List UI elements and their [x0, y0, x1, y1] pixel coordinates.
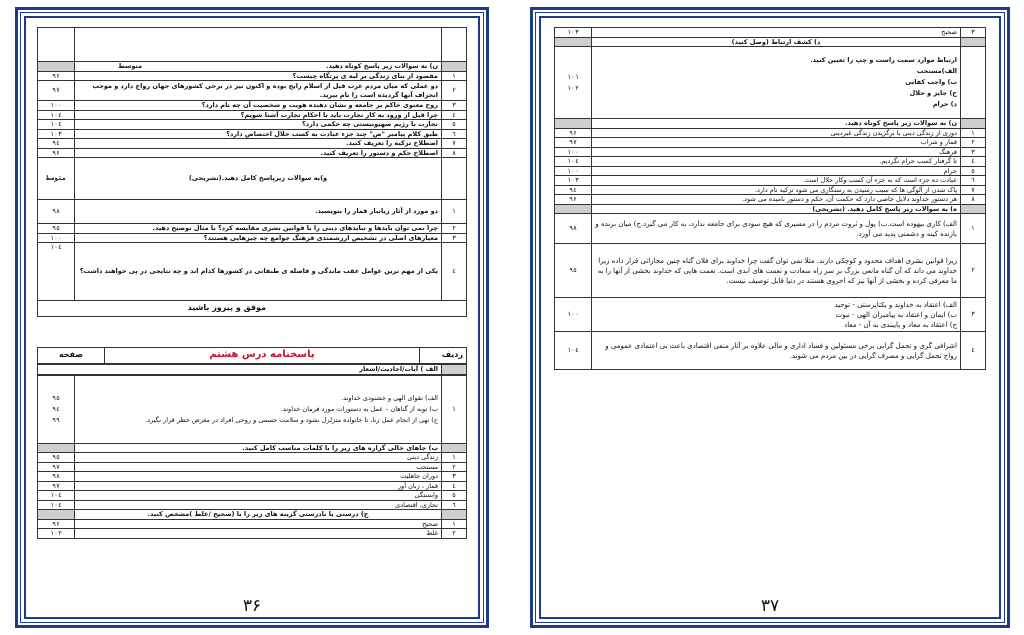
page-ref: ۹۶: [555, 195, 592, 205]
section-d-content: [592, 47, 961, 119]
row-number: ١: [442, 71, 467, 81]
row-number: ١: [961, 128, 986, 138]
page-number: ۳۶: [242, 596, 262, 616]
blank-cell: [961, 37, 986, 47]
answer-line: ب) توبه از گناهان – عمل به دستورات مورد فرمان خداوند.: [280, 404, 438, 413]
page-ref: ١٠٣: [38, 129, 75, 139]
page-number: ۳۷: [760, 596, 780, 616]
section-d-pages: [555, 47, 592, 119]
answer-sheet-table: [37, 347, 467, 539]
row-number: ٦: [961, 176, 986, 186]
answer-text: غلط: [75, 529, 442, 539]
page-ref: ١٠٣: [555, 176, 592, 186]
row-number: ٢: [961, 244, 986, 298]
page-ref: ۹٥: [38, 224, 75, 234]
answers-table-right: [554, 27, 986, 370]
blank-cell: [38, 443, 75, 453]
row-number: ٦: [442, 500, 467, 510]
answer-text: صحیح: [592, 28, 961, 38]
section-a-title: الف ) آیات/احادیث/اشعار: [38, 365, 442, 375]
page-ref: ۹٧: [38, 462, 75, 472]
answer-text: صحیح: [75, 519, 442, 529]
page-ref: ١٠٣: [555, 28, 592, 38]
row-number: ٣: [961, 28, 986, 38]
question-text: اصطلاح حکم و دستور را تعریف کنید.: [75, 148, 442, 158]
question-text: دو عملی که میان مردم عرب قبل از اسلام رایج بوده و اکنون نیز در برخی کشورهای جهان رواج دارد و موجب انحراف آنها گردیده است را نام ببرید.: [75, 81, 442, 101]
section-h-title: ه) به سوالات زیر پاسخ کامل دهید. (تشریحی): [592, 204, 961, 214]
page-ref: ١٠١: [567, 72, 579, 81]
question-text: اصطلاح تزکیه را تعریف کنید.: [75, 139, 442, 149]
answer-text: زیرا قوانین بشری اهداف محدود و کوچکی دارند. مثلا نمی توان گفت چرا خداوند برای فلان گناه چنین مجازاتی قرار داده زیرا خداوند می داند که آن گناه مانعی بزرگ بر سر راه سعادت و نعمت های ابدی است. نعمت هایی که خداوند بخشی از آنها را به ما معرفی کرده و بخشی از آنها نیز که اخروی هستند در دنیا قابل توصیف نیست.: [592, 244, 961, 298]
answer-text: حرام: [592, 166, 961, 176]
match-item: ب) واجب کفایی: [905, 78, 957, 86]
section-header: [75, 62, 442, 72]
page-ref: ١٠٤: [38, 120, 75, 130]
answer-line: الف) تقوای الهی و خشنودی خداوند.: [341, 393, 438, 402]
page-ref: ١٠٤: [555, 332, 592, 370]
page-ref: ۹٨: [38, 472, 75, 482]
row-number: ٥: [442, 491, 467, 501]
page-ref: ۹۷: [38, 81, 75, 101]
row-number: ٣: [961, 147, 986, 157]
answer-text: مستحب: [75, 462, 442, 472]
blank-cell: [442, 443, 467, 453]
answer-text: الف) کاری بیهوده است.ب) پول و ثروت مردم را در مسیری که هیچ سودی برای جامعه ندارد، به کار می گیرد.ج) میان برنده و بازنده کینه و دشمنی پدید می آورد.: [592, 214, 961, 244]
page-ref: ۹۹: [52, 415, 60, 424]
row-number: ٦: [442, 129, 467, 139]
row-number: ٣: [961, 298, 986, 332]
blank-cell: [442, 28, 467, 62]
section-d-title: د) کشف ارتباط (وصل کنید): [592, 37, 961, 47]
blank-cell: [442, 510, 467, 520]
blank-cell: [961, 47, 986, 119]
answer-text: پاک شدن از آلوگی ها که سبب رسیدن به رستگاری می شود تزکیه نام دارد.: [592, 185, 961, 195]
section-n-title: ن) به سوالات زیر پاسخ کوتاه دهید.: [592, 119, 961, 129]
row-number: ٢: [442, 224, 467, 234]
answer-text: هر دستور خداوند دلایل خاصی دارد که حکمت آن، حکم و دستور نامیده می شود.: [592, 195, 961, 205]
blank-cell: [555, 119, 592, 129]
section-heading: ن) به سوالات زیر پاسخ کوتاه دهید.: [325, 62, 438, 70]
blank-cell: [961, 204, 986, 214]
page-ref: ١٠٤: [555, 157, 592, 167]
page-ref: ١٠٤: [38, 491, 75, 501]
answer-text: دوران جاهلیت: [75, 472, 442, 482]
level-label: متوسط: [38, 158, 75, 200]
page-ref: ۹۶: [555, 128, 592, 138]
answer-text: فرهنگ: [592, 147, 961, 157]
page-ref: ١٠٠: [555, 147, 592, 157]
row-number: ٢: [442, 81, 467, 101]
page-ref: ۹٨: [555, 214, 592, 244]
row-number: ٣: [442, 472, 467, 482]
blank-cell: [38, 510, 75, 520]
row-number: ٢: [442, 462, 467, 472]
page-ref: ۹۶: [38, 148, 75, 158]
row-number: ٤: [442, 481, 467, 491]
question-text: یکی از مهم ترین عوامل عقب ماندگی و فاصله ی طبقاتی در کشورها کدام اند و چه نتایجی در پی خواهند داشت؟: [75, 243, 442, 301]
level-label: متوسط: [118, 62, 143, 70]
answer-text: زندگی دینی: [75, 453, 442, 463]
section-a-answers: [75, 375, 442, 443]
page-ref: ١٠٢: [38, 529, 75, 539]
row-number: ٨: [442, 148, 467, 158]
page-ref: ۹۶: [38, 519, 75, 529]
answer-text: الف) اعتقاد به خداوند و یکتاپرستی - توحید ب) ایمان و اعتقاد به پیامبران الهی - نبوت ج) اعتقاد به معاد و پایبندی به آن - معاد: [592, 298, 961, 332]
row-number: ٧: [961, 185, 986, 195]
question-text: معیارهای اصلی در تشخیص ارزشمندی فرهنگ جوامع چه چیزهایی هستند؟: [75, 233, 442, 243]
page-ref: ١٠٠: [38, 233, 75, 243]
answer-text: قمار ، زبان آور: [75, 481, 442, 491]
row-number: ٨: [961, 195, 986, 205]
page-ref: ۹٥: [555, 244, 592, 298]
row-number: ٤: [961, 157, 986, 167]
row-number: ٢: [961, 138, 986, 148]
page-ref: ۹٤: [38, 139, 75, 149]
page-ref: ۹٧: [38, 481, 75, 491]
page-ref: ١٠٢: [567, 83, 579, 92]
blank-cell: [38, 28, 75, 62]
question-text: دو مورد از آثار زیانبار قمار را بنویسید.: [75, 200, 442, 224]
blank-cell: [442, 365, 467, 375]
question-text: چرا نمی توان بایدها و نبایدهای دینی را با قوانین بشری مقایسه کرد؟ با مثال توضیح دهید.: [75, 224, 442, 234]
closing-text: موفق و پیروز باشید: [38, 301, 467, 317]
column-header-radif: ردیف: [420, 348, 467, 364]
answer-text: تجاری، اقتصادی: [75, 500, 442, 510]
answer-text: وابستگی: [75, 491, 442, 501]
answer-text: قمار و شراب: [592, 138, 961, 148]
row-number: ١: [442, 453, 467, 463]
left-page: [15, 7, 489, 628]
row-number: ٥: [961, 166, 986, 176]
question-text: تجارت با رژیم صهیونیستی چه حکمی دارد؟: [75, 120, 442, 130]
row-number: ١: [442, 519, 467, 529]
blank-cell: [555, 37, 592, 47]
questions-table-top: [37, 27, 467, 317]
page-ref: ۹٥: [52, 393, 60, 402]
row-number: ٢: [442, 529, 467, 539]
page-ref: ۹٤: [555, 185, 592, 195]
question-text: مقصود از بنای زندگی بر لبه ی پرتگاه چیست؟: [75, 71, 442, 81]
page-ref: ۹٥: [38, 453, 75, 463]
answer-line: ج) نهی از انجام عمل زنا، تا خانواده متزلزل نشود و سلامت جسمی و روحی افراد در معرض خطر قرار نگیرد.: [145, 415, 438, 424]
blank-cell: [961, 119, 986, 129]
row-number: ٤: [961, 332, 986, 370]
row-number: ٥: [442, 120, 467, 130]
blank-cell: [75, 28, 442, 62]
essay-heading-cell: [75, 158, 442, 200]
page-ref: ۹٨: [38, 200, 75, 224]
section-a-pages: [38, 375, 75, 443]
page-ref: ١٠٤: [38, 500, 75, 510]
page-ref: ١٠٠: [555, 298, 592, 332]
answer-text: عبادت ده جزء است که نه جزء آن کسب وکار حلال است.: [592, 176, 961, 186]
section-b-title: ب) جاهای خالی گزاره های زیر را با کلمات مناسب کامل کنید.: [75, 443, 442, 453]
question-text: طبق کلام پیامبر "ص" چند جزء عبادت به کسب حلال اختصاص دارد؟: [75, 129, 442, 139]
row-number: ٣: [442, 101, 467, 111]
answer-text: دوری از زندگی دینی یا برگزیدن زندگی غیردینی: [592, 128, 961, 138]
answer-sheet-title: پاسخنامه درس هشتم: [105, 348, 420, 364]
row-number: ١: [442, 375, 467, 443]
section-d-instruction: ارتباط موارد سمت راست و چپ را تعیین کنید.: [810, 56, 957, 64]
row-number: ١: [442, 200, 467, 224]
page-ref: ١٠٠: [555, 166, 592, 176]
answer-text: اشرافی گری و تجمل گرایی برخی مسئولین و فساد اداری و مالی علاوه بر آثار منفی اقتصادی باعث بی اعتمادی عمومی و رواج تجمل گرایی و مصرف گرایی در بین مردم می شوند.: [592, 332, 961, 370]
question-text: چرا قبل از ورود به کار تجارت باید با احکام تجارت آشنا شویم؟: [75, 110, 442, 120]
row-number: ٤: [442, 110, 467, 120]
row-number: ٤: [442, 243, 467, 301]
column-header-page: صفحه: [38, 348, 105, 364]
page-ref: ١٠٤: [38, 110, 75, 120]
blank-cell: [442, 62, 467, 72]
blank-cell: [442, 158, 467, 200]
match-item: د) حرام: [932, 100, 957, 108]
row-number: ٧: [442, 139, 467, 149]
page-ref: ۹٤: [52, 404, 60, 413]
blank-cell: [555, 204, 592, 214]
page-ref: ۹٧: [555, 138, 592, 148]
page-ref: ١٠٠: [38, 101, 75, 111]
page-ref: ۹۶: [38, 71, 75, 81]
page-ref: ١٠٤: [38, 243, 75, 301]
match-item: ج) جایز و حلال: [909, 89, 957, 97]
answer-text: تا گرفتار کسب حرام نگردیم.: [592, 157, 961, 167]
row-number: ٣: [442, 233, 467, 243]
section-c-title: ج) درستی یا نادرستی گزینه های زیر را با (صحیح /غلط )مشخص کنید.: [75, 510, 442, 520]
question-text: روح معنوی حاکم بر جامعه و نشان دهنده هویت و شخصیت آن چه نام دارد؟: [75, 101, 442, 111]
blank-cell: [38, 62, 75, 72]
row-number: ١: [961, 214, 986, 244]
right-page: [530, 7, 1010, 628]
essay-heading: و)به سوالات زیرپاسخ کامل دهید.(تشریحی): [188, 174, 328, 183]
match-item: الف)مستحب: [916, 67, 957, 75]
